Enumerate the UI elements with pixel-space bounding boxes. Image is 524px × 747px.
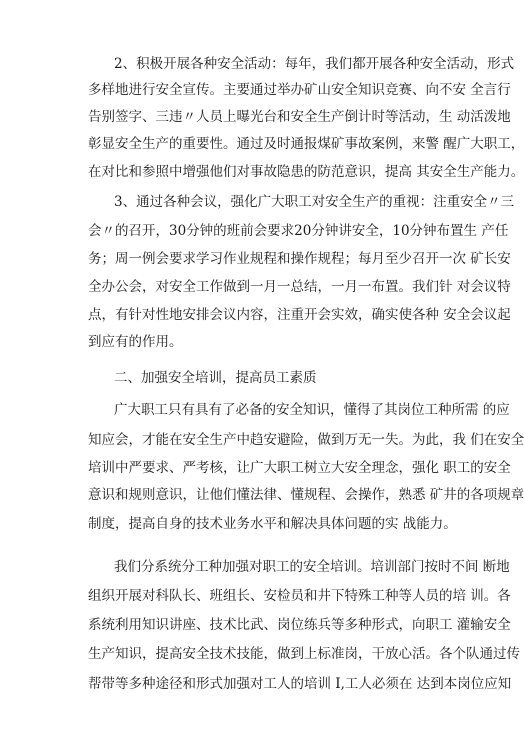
paragraph-4-line-5: 帮带等多种途径和形式加强对工人的培训 I,工人必须在 达到本岗位应知 <box>88 676 512 692</box>
paragraph-3-line-4: 意识和规则意识，让他们懂法律、懂规程、会操作，熟悉 矿井的各项规章 <box>88 487 524 503</box>
paragraph-4-line-3: 系统利用知识讲座、技术比武、岗位练兵等多种形式，向职工 灌输安全 <box>88 617 511 633</box>
paragraph-2-line-6: 到应有的作用。 <box>88 334 183 350</box>
paragraph-1-line-3: 告别签字、三违〃人员上曝光台和安全生产倒计时等活动，生 动活泼地 <box>88 109 511 125</box>
paragraph-3-line-1: 广大职工只有具有了必备的安全知识，懂得了其岗位工种所需 的应 <box>114 402 510 418</box>
paragraph-2-line-1: 3、通过各种会议，强化广大职工对安全生产的重视：注重安全〃三 <box>114 194 515 210</box>
paragraph-1-line-5: 在对比和参照中增强他们对事故隐患的防范意识，提高 其安全生产能力。 <box>88 164 524 180</box>
paragraph-2-line-2: 会〃的召开，30分钟的班前会要求20分钟讲安全，10分钟布置生 产任 <box>88 223 509 239</box>
paragraph-4-line-1: 我们分系统分工种加强对职工的安全培训。培训部门按时不间 断地 <box>114 559 510 575</box>
paragraph-2-line-3: 务；周一例会要求学习作业规程和操作规程；每月至少召开一次 矿长安 <box>88 251 511 267</box>
section-heading: 二、加强安全培训，提高员工素质 <box>114 370 317 386</box>
paragraph-4-line-4: 生产知识，提高安全技术技能，做到上标准岗，干放心活。各个队通过传 <box>88 646 520 662</box>
paragraph-3-line-5: 制度，提高自身的技术业务水平和解决具体问题的实 战能力。 <box>88 516 457 532</box>
paragraph-1-line-1: 2、积极开展各种安全活动：每年，我们都开展各种安全活动，形式 <box>114 56 515 72</box>
paragraph-2-line-4: 全办公会，对安全工作做到一月一总结，一月一布置。我们针 对会议特 <box>88 279 511 295</box>
paragraph-3-line-2: 知应会，才能在安全生产中趋安避险，做到万无一失。为此，我 们在安全 <box>88 432 524 448</box>
paragraph-1-line-4: 彰显安全生产的重要性。通过及时通报煤矿事故案例，来警 醒广大职工， <box>88 136 524 152</box>
paragraph-3-line-3: 培训中严要求、严考核，让广大职工树立大安全理念，强化 职工的安全 <box>88 460 511 476</box>
paragraph-4-line-2: 组织开展对科队长、班组长、安检员和井下特殊工种等人员的培 训。各 <box>88 588 511 604</box>
paragraph-2-line-5: 点，有针对性地安排会议内容，注重开会实效，确实使各种 安全会议起 <box>88 307 511 323</box>
paragraph-1-line-2: 多样地进行安全宣传。主要通过举办矿山安全知识竞赛、向不安 全言行 <box>88 82 511 98</box>
